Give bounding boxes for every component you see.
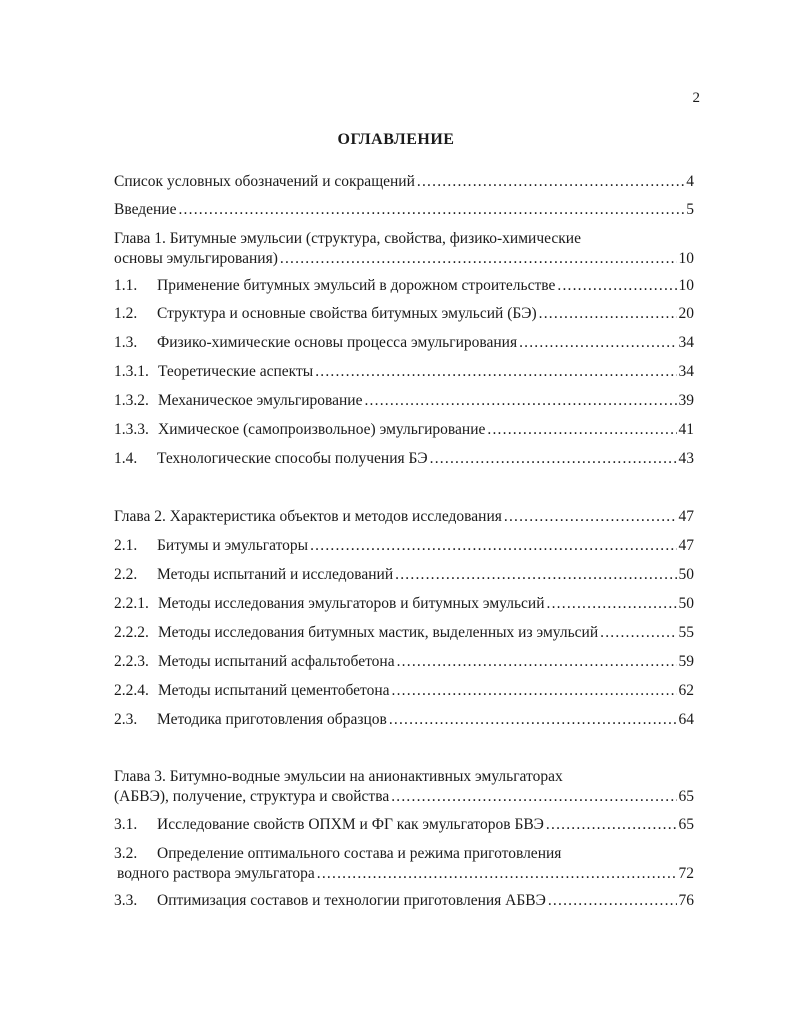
toc-entry-label-continued: (АБВЭ), получение, структура и свойства bbox=[114, 788, 390, 805]
toc-entry-number: 2.2.4. bbox=[114, 682, 149, 699]
toc-entry bbox=[114, 276, 694, 296]
toc-entry bbox=[114, 362, 694, 382]
dot-leader bbox=[315, 362, 676, 382]
toc-entry-page: 47 bbox=[678, 508, 694, 525]
toc-entry-label: Методы испытаний цементобетона bbox=[158, 682, 390, 699]
toc-entry-label: Технологические способы получения БЭ bbox=[157, 450, 428, 467]
toc-entry bbox=[114, 652, 694, 672]
toc-entry-page: 64 bbox=[678, 711, 694, 728]
toc-entry-label: Введение bbox=[114, 201, 177, 218]
toc-entry bbox=[114, 304, 694, 324]
toc-entry bbox=[114, 200, 694, 220]
toc-entry-page: 20 bbox=[678, 305, 694, 322]
page-number: 2 bbox=[692, 90, 700, 106]
toc-entry-number: 1.3.2. bbox=[114, 392, 149, 409]
toc-entry-label: Химическое (самопроизвольное) эмульгирование bbox=[158, 421, 486, 438]
dot-leader bbox=[395, 565, 676, 585]
toc-entry-number: 1.1. bbox=[114, 277, 138, 294]
toc-entry-page: 50 bbox=[678, 566, 694, 583]
dot-leader bbox=[317, 864, 677, 884]
dot-leader bbox=[280, 249, 677, 269]
toc-entry bbox=[114, 710, 694, 730]
dot-leader bbox=[539, 304, 677, 324]
toc-entry bbox=[114, 565, 694, 585]
dot-leader bbox=[392, 681, 677, 701]
toc-entry-page: 50 bbox=[678, 595, 694, 612]
toc-entry-page: 34 bbox=[678, 334, 694, 351]
toc-entry-label: Структура и основные свойства битумных эмульсий (БЭ) bbox=[157, 305, 537, 322]
toc-entry bbox=[114, 536, 694, 556]
toc-entry bbox=[114, 333, 694, 353]
toc-entry-number: 2.2.3. bbox=[114, 653, 149, 670]
dot-leader bbox=[397, 652, 677, 672]
toc-entry-label: Глава 3. Битумно-водные эмульсии на анионактивных эмульгаторах bbox=[114, 768, 563, 785]
toc-entry-label: Теоретические аспекты bbox=[158, 363, 314, 380]
toc-entry bbox=[114, 623, 694, 643]
dot-leader bbox=[487, 420, 676, 440]
toc-entry-label: Методы испытаний и исследований bbox=[157, 566, 394, 583]
toc-entry bbox=[114, 594, 694, 614]
dot-leader bbox=[600, 623, 676, 643]
dot-leader bbox=[389, 710, 677, 730]
toc-entry-page: 10 bbox=[678, 250, 694, 267]
toc-entry bbox=[114, 172, 694, 192]
toc-entry bbox=[114, 815, 694, 835]
toc-entry-number: 1.4. bbox=[114, 450, 138, 467]
toc-entry-label: Физико-химические основы процесса эмульгирования bbox=[157, 334, 518, 351]
toc-entry bbox=[114, 420, 694, 440]
toc-entry-label: Глава 2. Характеристика объектов и методов исследования bbox=[114, 508, 502, 525]
toc-entry bbox=[114, 681, 694, 701]
toc-entry bbox=[114, 891, 694, 911]
toc-entry-number: 3.2. bbox=[114, 845, 138, 862]
page-title: ОГЛАВЛЕНИЕ bbox=[337, 131, 455, 148]
toc-entry-page: 59 bbox=[678, 653, 694, 670]
toc-entry-label: Методы исследования битумных мастик, выделенных из эмульсий bbox=[158, 624, 599, 641]
toc-entry-number: 2.2. bbox=[114, 566, 138, 583]
toc-entry-page: 34 bbox=[678, 363, 694, 380]
toc-entry-page: 62 bbox=[678, 682, 694, 699]
toc-entry bbox=[114, 391, 694, 411]
toc-entry-number: 3.1. bbox=[114, 816, 138, 833]
toc-chapter-entry bbox=[114, 507, 694, 527]
toc-entry-page: 65 bbox=[678, 816, 694, 833]
toc-entry-label: Применение битумных эмульсий в дорожном строительстве bbox=[157, 277, 556, 294]
dot-leader bbox=[548, 891, 677, 911]
toc-entry-number: 1.3.1. bbox=[114, 363, 149, 380]
toc-chapter-entry bbox=[114, 767, 694, 807]
toc-entry-page: 65 bbox=[678, 788, 694, 805]
dot-leader bbox=[504, 507, 677, 527]
toc-entry-page: 41 bbox=[678, 421, 694, 438]
toc-entry-label-continued: водного раствора эмульгатора bbox=[117, 865, 315, 882]
toc-chapter-entry bbox=[114, 229, 694, 269]
dot-leader bbox=[364, 391, 676, 411]
dot-leader bbox=[430, 449, 677, 469]
toc-entry-label: Определение оптимального состава и режима приготовления bbox=[157, 845, 562, 862]
toc-entry-label: Методы испытаний асфальтобетона bbox=[158, 653, 395, 670]
toc-entry-page: 43 bbox=[678, 450, 694, 467]
dot-leader bbox=[519, 333, 676, 353]
toc-entry-label: Механическое эмульгирование bbox=[158, 392, 363, 409]
toc-entry-page: 55 bbox=[678, 624, 694, 641]
toc-entry-label: Оптимизация составов и технологии приготовления АБВЭ bbox=[157, 892, 546, 909]
toc-entry-label: Битумы и эмульгаторы bbox=[157, 537, 309, 554]
toc-entry-page: 76 bbox=[678, 892, 694, 909]
toc-entry-number: 2.3. bbox=[114, 711, 138, 728]
toc-entry-label: Методы исследования эмульгаторов и битумных эмульсий bbox=[158, 595, 545, 612]
toc-entry-number: 2.2.2. bbox=[114, 624, 149, 641]
dot-leader bbox=[391, 787, 676, 807]
toc-entry bbox=[114, 844, 694, 884]
toc-entry-page: 72 bbox=[678, 865, 694, 882]
toc-entry-number: 1.2. bbox=[114, 305, 138, 322]
dot-leader bbox=[178, 200, 684, 220]
dot-leader bbox=[557, 276, 676, 296]
toc-entry-label: Исследование свойств ОПХМ и ФГ как эмульгаторов БВЭ bbox=[157, 816, 544, 833]
toc-entry-page: 10 bbox=[678, 277, 694, 294]
toc-entry-number: 1.3.3. bbox=[114, 421, 149, 438]
dot-leader bbox=[417, 172, 684, 192]
toc-entry-number: 3.3. bbox=[114, 892, 138, 909]
toc-entry-page: 4 bbox=[686, 173, 694, 190]
toc-entry-number: 2.2.1. bbox=[114, 595, 149, 612]
toc-entry-page: 47 bbox=[678, 537, 694, 554]
toc-entry-label-continued: основы эмульгирования) bbox=[114, 250, 278, 267]
toc-entry-number: 1.3. bbox=[114, 334, 138, 351]
toc-entry-label: Глава 1. Битумные эмульсии (структура, свойства, физико-химические bbox=[114, 230, 581, 247]
dot-leader bbox=[547, 594, 677, 614]
toc-entry-page: 39 bbox=[678, 392, 694, 409]
dot-leader bbox=[546, 815, 677, 835]
toc-entry bbox=[114, 449, 694, 469]
toc-entry-label: Методика приготовления образцов bbox=[157, 711, 387, 728]
toc-entry-number: 2.1. bbox=[114, 537, 138, 554]
dot-leader bbox=[310, 536, 676, 556]
toc-entry-label: Список условных обозначений и сокращений bbox=[114, 173, 415, 190]
toc-entry-page: 5 bbox=[686, 201, 694, 218]
